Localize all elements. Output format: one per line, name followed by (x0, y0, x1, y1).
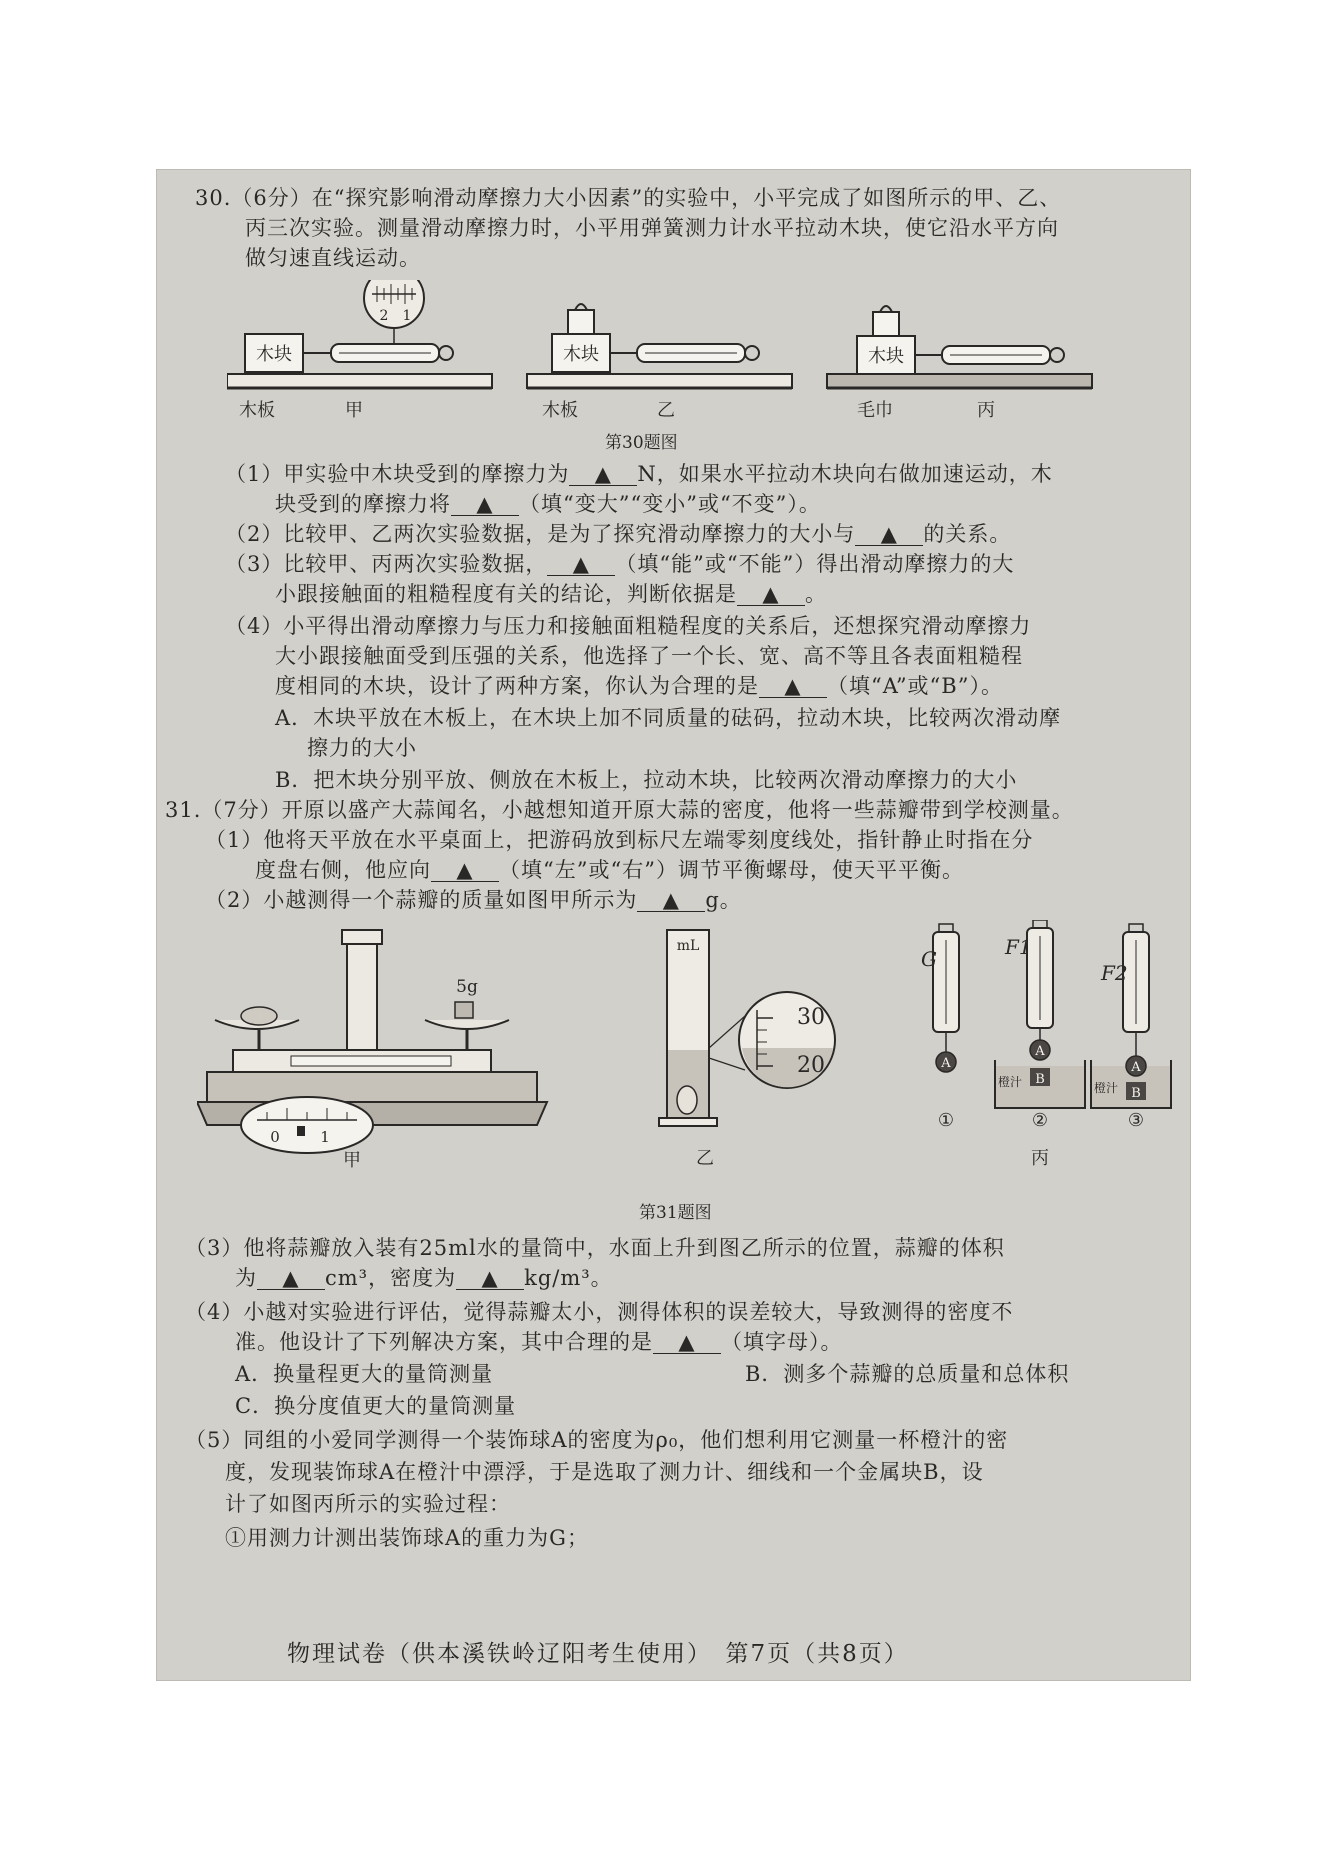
q30-stem-line1: 30.（6分）在“探究影响滑动摩擦力大小因素”的实验中，小平完成了如图所示的甲、乙、 (195, 186, 1062, 210)
fig31-step-3: ③ (1127, 1110, 1145, 1131)
q31-p2-text-a: （2）小越测得一个蒜瓣的质量如图甲所示为 (205, 888, 638, 912)
q30-stem-line3: 做匀速直线运动。 (245, 246, 421, 270)
fig31-juice-label-3: 橙汁 (1094, 1081, 1119, 1095)
fig31-panel-yi-label: 乙 (696, 1148, 714, 1169)
figure-31-drawing (197, 920, 1177, 1170)
q31-part5-line3: 计了如图丙所示的实验过程： (225, 1492, 511, 1516)
q31-part1-line1: （1）他将天平放在水平桌面上，把游码放到标尺左端零刻度线处，指针静止时指在分 (205, 828, 1034, 852)
q31-part1-line2 (255, 856, 964, 884)
q31-p1-text-c: （填“左”或“右”）调节平衡螺母，使天平平衡。 (499, 858, 964, 882)
fig31-panel-jia-label: 甲 (343, 1150, 361, 1170)
q31-p3-blank-volume: ▲ (257, 1267, 325, 1290)
q31-stem: 31.（7分）开原以盛产大蒜闻名，小越想知道开原大蒜的密度，他将一些蒜瓣带到学校测量。 (165, 798, 1074, 822)
q31-p4-blank: ▲ (653, 1331, 721, 1354)
fig30-dial-left: 2 (379, 308, 389, 324)
q30-p4-text-d: （填“A”或“B”）。 (827, 674, 1003, 698)
q30-stem-line2: 丙三次实验。测量滑动摩擦力时，小平用弹簧测力计水平拉动木块，使它沿水平方向 (245, 216, 1059, 240)
fig30-board-yi: 木板 (542, 400, 578, 420)
fig30-panel-bing-label: 丙 (977, 400, 995, 420)
q31-p3-text-c: cm³，密度为 (325, 1266, 457, 1290)
q30-p1-blank-force: ▲ (569, 463, 637, 486)
q30-part1-line1 (225, 460, 1053, 488)
fig31-cylinder (659, 930, 835, 1169)
fig30-board-bing: 毛巾 (857, 400, 893, 420)
fig31-ball-a-3: A (1131, 1060, 1141, 1075)
q31-part4-line2 (235, 1328, 843, 1356)
q30-part4-line3 (275, 672, 1003, 700)
q30-p3-text-d: 。 (805, 582, 827, 606)
q31-p2-text-b: g。 (705, 888, 742, 912)
q31-p4-text-b: 准。他设计了下列解决方案，其中合理的是 (235, 1330, 653, 1354)
fig31-scale-zero: 0 (270, 1128, 280, 1146)
fig31-step-1: ① (937, 1110, 955, 1131)
q31-p3-text-b: 为 (235, 1266, 257, 1290)
fig30-board-jia: 木板 (239, 400, 275, 420)
fig30-yi-block-label: 木块 (563, 344, 599, 365)
q31-part3-line2 (235, 1264, 613, 1292)
q31-p2-blank: ▲ (637, 889, 705, 912)
fig31-scale-one: 1 (320, 1128, 330, 1146)
q30-p2-text-a: （2）比较甲、乙两次实验数据，是为了探究滑动摩擦力的大小与 (225, 522, 856, 546)
fig31-ball-a-2: A (1035, 1044, 1045, 1059)
q30-p3-text-a: （3）比较甲、丙两次实验数据， (225, 552, 548, 576)
figure-31-caption: 第31题图 (639, 1203, 712, 1223)
q31-p4-text-c: （填字母）。 (721, 1330, 843, 1354)
page-footer: 物理试卷（供本溪铁岭辽阳考生使用） 第7页（共8页） (287, 1641, 909, 1667)
q31-step1-text: ①用测力计测出装饰球A的重力为G； (225, 1526, 589, 1550)
q30-part4-line2: 大小跟接触面受到压强的关系，他选择了一个长、宽、高不等且各表面粗糙程 (275, 644, 1023, 668)
exam-page (157, 170, 1190, 1680)
q30-p1-text-b: N，如果水平拉动木块向右做加速运动，木 (637, 462, 1053, 486)
q30-p4-blank: ▲ (759, 675, 827, 698)
q30-part4-line1: （4）小平得出滑动摩擦力与压力和接触面粗糙程度的关系后，还想探究滑动摩擦力 (225, 614, 1032, 638)
fig31-cylinder-unit: mL (676, 938, 700, 954)
fig30-bing-block-label: 木块 (868, 346, 904, 367)
q30-part1-line2 (275, 490, 821, 518)
figure-30-drawing (227, 280, 1117, 420)
q30-option-a-line1: A．木块平放在木板上，在木块上加不同质量的砝码，拉动木块，比较两次滑动摩 (275, 706, 1062, 730)
q31-p3-text-d: kg/m³。 (524, 1266, 613, 1290)
q31-part2 (205, 886, 742, 914)
figure-30 (227, 280, 1117, 420)
q31-p1-blank: ▲ (431, 859, 499, 882)
q31-part3-line1: （3）他将蒜瓣放入装有25ml水的量筒中，水面上升到图乙所示的位置，蒜瓣的体积 (185, 1236, 1005, 1260)
fig31-weight-label: 5g (456, 977, 478, 997)
fig31-juice-label-2: 橙汁 (998, 1075, 1023, 1089)
fig31-spring-scales (921, 920, 1171, 1169)
fig30-panel-jia (227, 280, 492, 420)
fig31-block-b-3: B (1131, 1086, 1141, 1101)
q30-p2-text-b: 的关系。 (923, 522, 1012, 546)
q30-option-b: B．把木块分别平放、侧放在木板上，拉动木块，比较两次滑动摩擦力的大小 (275, 768, 1018, 792)
q30-p3-blank-can: ▲ (547, 553, 615, 576)
fig31-block-b-2: B (1035, 1072, 1045, 1087)
q30-p2-blank: ▲ (855, 523, 923, 546)
q30-part2 (225, 520, 1011, 548)
figure-31 (197, 920, 1177, 1170)
q30-p1-text-c: 块受到的摩擦力将 (275, 492, 451, 516)
q30-p4-text-c: 度相同的木块，设计了两种方案，你认为合理的是 (275, 674, 759, 698)
fig31-panel-bing-label: 丙 (1031, 1148, 1049, 1169)
q30-part3-line1 (225, 550, 1014, 578)
q30-p1-text-d: （填“变大”“变小”或“不变”）。 (519, 492, 821, 516)
q30-p3-blank-reason: ▲ (737, 583, 805, 606)
fig31-ball-a-1: A (941, 1056, 951, 1071)
q31-part5-line1: （5）同组的小爱同学测得一个装饰球A的密度为ρ₀，他们想利用它测量一杯橙汁的密 (185, 1428, 1009, 1452)
q31-p3-blank-density: ▲ (456, 1267, 524, 1290)
figure-30-caption: 第30题图 (605, 433, 678, 453)
fig31-mark-20: 20 (797, 1053, 825, 1078)
fig30-panel-yi-label: 乙 (657, 400, 675, 420)
fig30-panel-yi (527, 304, 792, 420)
fig31-label-G: G (921, 947, 937, 971)
q30-p1-text-a: （1）甲实验中木块受到的摩擦力为 (225, 462, 570, 486)
q31-part4-line1: （4）小越对实验进行评估，觉得蒜瓣太小，测得体积的误差较大，导致测得的密度不 (185, 1300, 1014, 1324)
fig30-panel-jia-label: 甲 (345, 400, 363, 420)
q30-p3-text-b: （填“能”或“不能”）得出滑动摩擦力的大 (615, 552, 1015, 576)
q30-p3-text-c: 小跟接触面的粗糙程度有关的结论，判断依据是 (275, 582, 737, 606)
q30-option-a-line2: 擦力的大小 (307, 736, 417, 760)
q30-p1-blank-change: ▲ (451, 493, 519, 516)
fig30-dial-right: 1 (402, 308, 412, 324)
fig31-balance (197, 930, 547, 1170)
fig30-panel-bing (827, 306, 1092, 420)
q31-option-c: C．换分度值更大的量筒测量 (235, 1394, 517, 1418)
q31-p1-text-b: 度盘右侧，他应向 (255, 858, 431, 882)
fig31-label-F1: F1 (1005, 935, 1032, 959)
q31-option-b: B．测多个蒜瓣的总质量和总体积 (745, 1362, 1070, 1386)
q31-option-a: A．换量程更大的量筒测量 (235, 1362, 494, 1386)
fig31-step-2: ② (1031, 1110, 1049, 1131)
q30-part3-line2 (275, 580, 827, 608)
fig31-label-F2: F2 (1101, 961, 1128, 985)
fig30-jia-block-label: 木块 (256, 344, 292, 365)
q31-part5-line2: 度，发现装饰球A在橙汁中漂浮，于是选取了测力计、细线和一个金属块B，设 (225, 1460, 984, 1484)
fig31-mark-30: 30 (797, 1005, 825, 1030)
